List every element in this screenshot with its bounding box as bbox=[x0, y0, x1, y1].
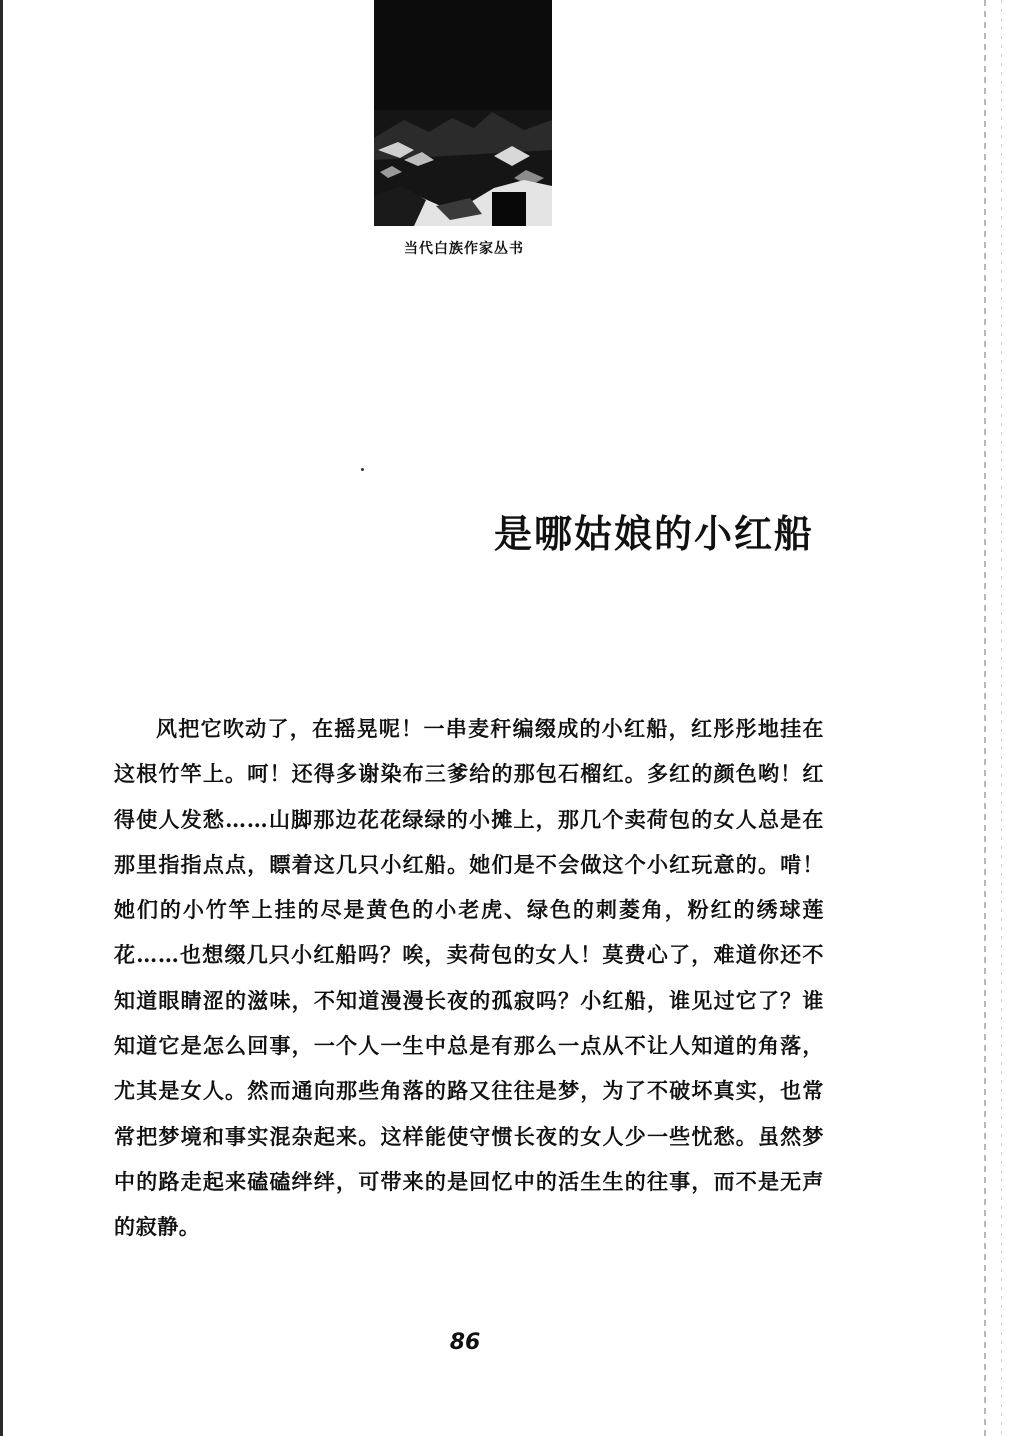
page-right-edge bbox=[984, 0, 986, 1436]
series-name: 当代白族作家丛书 bbox=[404, 241, 524, 257]
scan-speck bbox=[361, 468, 364, 471]
page-left-border bbox=[0, 0, 3, 1436]
chapter-title: 是哪姑娘的小红船 bbox=[493, 511, 814, 556]
body-paragraph: 风把它吹动了，在摇晃呢！一串麦秆编缀成的小红船，红彤彤地挂在这根竹竿上。呵！还得多谢染布三爹给的那包石榴红。多红的颜色哟！红得使人发愁……山脚那边花花绿绿的小摊上，那几个卖荷包的女人总是在那里指指点点，瞟着这几只小红船。她们是不会做这个小红玩意的。啃！她们的小竹竿上挂的尽是黄色的小老虎、绿色的刺菱角，粉红的绣球莲花……也想缀几只小红船吗？唉，卖荷包的女人！莫费心了，难道你还不知道眼睛涩的滋味，不知道漫漫长夜的孤寂吗？小红船，谁见过它了？谁知道它是怎么回事，一个人一生中总是有那么一点从不让人知道的角落，尤其是女人。然而通向那些角落的路又往往是梦，为了不破坏真实，也常常把梦境和事实混杂起来。这样能使守惯长夜的女人少一些忧愁。虽然梦中的路走起来磕磕绊绊，可带来的是回忆中的活生生的往事，而不是无声的寂静。 bbox=[114, 716, 824, 1240]
cover-illustration bbox=[374, 0, 552, 226]
page-number: 86 bbox=[449, 1330, 481, 1355]
page-right-edge-inner bbox=[1001, 0, 1002, 1436]
